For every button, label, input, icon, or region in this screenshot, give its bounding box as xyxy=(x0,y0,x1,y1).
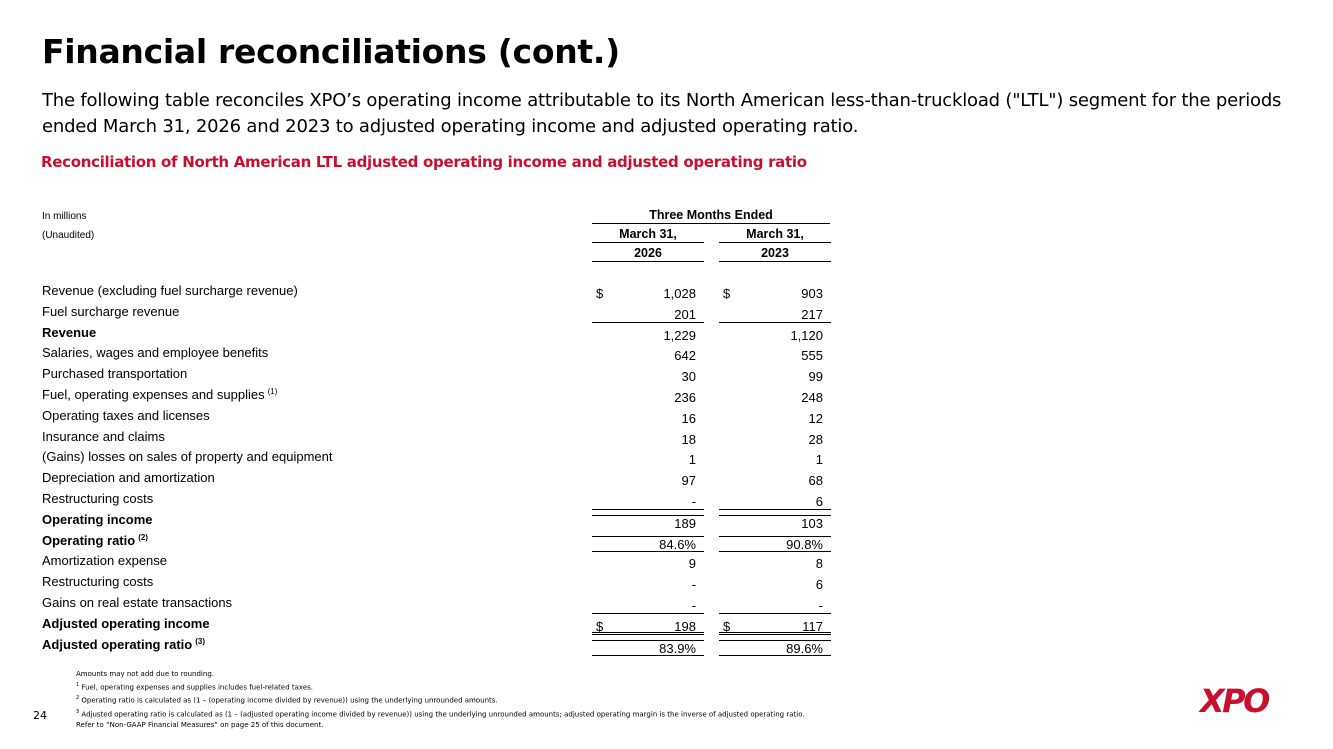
value-2026: 18 xyxy=(681,431,696,447)
unaudited-label: (Unaudited) xyxy=(42,230,95,241)
value-2026: 189 xyxy=(592,515,704,531)
table-row xyxy=(0,449,1333,467)
table-row xyxy=(0,345,1333,363)
row-label: Amortization expense xyxy=(42,553,168,569)
table-row xyxy=(0,429,1333,447)
row-label: Fuel surcharge revenue xyxy=(42,303,180,319)
footnotes xyxy=(76,669,805,731)
value-2026: $ 198 xyxy=(592,619,704,635)
table-row xyxy=(0,283,1333,301)
row-label: Insurance and claims xyxy=(42,428,165,444)
footnote-rounding: Amounts may not add due to rounding. xyxy=(76,670,214,678)
row-label: Restructuring costs xyxy=(42,491,154,506)
value-2023: 89.6% xyxy=(719,640,831,656)
table-row xyxy=(0,574,1333,592)
value-2026: - xyxy=(691,577,696,593)
row-label: Operating ratio $^{(2)}$ xyxy=(42,532,148,548)
table-row xyxy=(0,637,1333,655)
table-subtitle: Reconciliation of North American LTL adjusted operating income and adjusted operating ratio xyxy=(41,153,807,171)
value-2026: 84.6% xyxy=(592,536,704,552)
row-label: Fuel, operating expenses and supplies $^{(1)}$ xyxy=(42,387,278,402)
value-2023: 555 xyxy=(801,348,823,364)
row-label: Purchased transportation xyxy=(42,366,188,382)
row-label: Operating income xyxy=(42,511,153,527)
footnote-marker: (1) xyxy=(267,387,278,396)
col2-date-header: March 31, xyxy=(719,227,831,243)
row-label: Adjusted operating income xyxy=(42,615,210,631)
intro-paragraph: The following table reconciles XPO’s operating income attributable to its North American less-than-truckload ("LTL") segment for the periods ended March 31, 2026 and 2023 to adjusted operating income and adjusted operating ratio. xyxy=(42,90,1282,137)
value-2023: 1 xyxy=(815,452,823,468)
currency-symbol: $ xyxy=(723,286,731,301)
table-row xyxy=(0,553,1333,571)
value-2023: 6 xyxy=(815,577,823,593)
value-2026: 83.9% xyxy=(592,640,704,656)
value-2023: - xyxy=(719,598,831,614)
row-label: Restructuring costs xyxy=(42,574,154,590)
value-2026: 642 xyxy=(674,348,696,364)
value-2023: 248 xyxy=(801,390,823,405)
currency-symbol: $ xyxy=(596,286,604,301)
value-2023: 6 xyxy=(719,494,831,510)
value-2026: $ 1,028 xyxy=(596,286,696,301)
table-row xyxy=(0,595,1333,613)
currency-symbol: $ xyxy=(596,618,604,634)
col1-date-header: March 31, xyxy=(592,227,704,243)
table-row xyxy=(0,470,1333,488)
unit-label: In millions xyxy=(42,211,87,222)
table-row xyxy=(0,408,1333,426)
row-label: Depreciation and amortization xyxy=(42,470,215,486)
col2-year-header: 2023 xyxy=(719,246,831,262)
value-2026: 16 xyxy=(681,410,696,426)
value-2026: 9 xyxy=(688,556,696,572)
value-2023: $ 903 xyxy=(723,286,823,301)
footnote-reference: Refer to “Non-GAAP Financial Measures” on page 25 of this document. xyxy=(76,720,324,729)
value-2023: 217 xyxy=(719,307,831,323)
value-2023: 68 xyxy=(808,473,823,489)
footnote-1: $^1$ Fuel, operating expenses and supplies includes fuel-related taxes. xyxy=(76,682,314,692)
value-2023: 90.8% xyxy=(719,536,831,552)
row-label: Operating taxes and licenses xyxy=(42,407,210,423)
table-row xyxy=(0,387,1333,405)
footnote-3: $^3$ Adjusted operating ratio is calculated as (1 – (adjusted operating income divided by revenue)) using the underlying unrounded amounts; adjusted operating margin is the inverse of adjusted operating ratio. xyxy=(76,708,805,718)
group-header: Three Months Ended xyxy=(592,208,830,224)
col1-year-header: 2026 xyxy=(592,246,704,262)
value-2023: 99 xyxy=(808,369,823,385)
value-2026: 30 xyxy=(681,369,696,385)
currency-symbol: $ xyxy=(723,618,731,634)
value-2026: 1 xyxy=(688,452,696,468)
value-2026: 1,229 xyxy=(663,327,696,343)
page-title: Financial reconciliations (cont.) xyxy=(42,32,620,71)
table-row xyxy=(0,616,1333,634)
footnote-2: $^2$ Operating ratio is calculated as (1 – (operating income divided by revenue)) using the underlying unrounded amounts. xyxy=(76,695,498,705)
table-row xyxy=(0,325,1333,343)
value-2023: 12 xyxy=(808,410,823,426)
footnote-marker: (2) xyxy=(138,532,148,542)
page-number: 24 xyxy=(33,709,47,722)
value-2023: 28 xyxy=(808,431,823,447)
value-2026: 97 xyxy=(681,473,696,489)
value-2023: 103 xyxy=(719,515,831,531)
footnote-marker: (3) xyxy=(195,636,206,646)
value-2026: - xyxy=(592,494,704,510)
row-label: Salaries, wages and employee benefits xyxy=(42,345,269,361)
value-2026: - xyxy=(592,598,704,614)
value-2026: 236 xyxy=(674,390,696,405)
xpo-logo: XPO xyxy=(1200,682,1268,720)
row-label: (Gains) losses on sales of property and equipment xyxy=(42,449,333,465)
value-2026: 201 xyxy=(592,307,704,323)
table-row xyxy=(0,366,1333,384)
value-2023: 1,120 xyxy=(790,327,823,343)
value-2023: $ 117 xyxy=(719,619,831,635)
row-label: Revenue xyxy=(42,324,97,340)
row-label: Adjusted operating ratio $^{(3)}$ xyxy=(42,636,206,652)
table-row xyxy=(0,512,1333,530)
value-2023: 8 xyxy=(815,556,823,572)
table-row xyxy=(0,304,1333,322)
table-row xyxy=(0,533,1333,551)
row-label: Revenue (excluding fuel surcharge revenue) xyxy=(42,283,298,298)
row-label: Gains on real estate transactions xyxy=(42,595,233,610)
table-row xyxy=(0,491,1333,509)
